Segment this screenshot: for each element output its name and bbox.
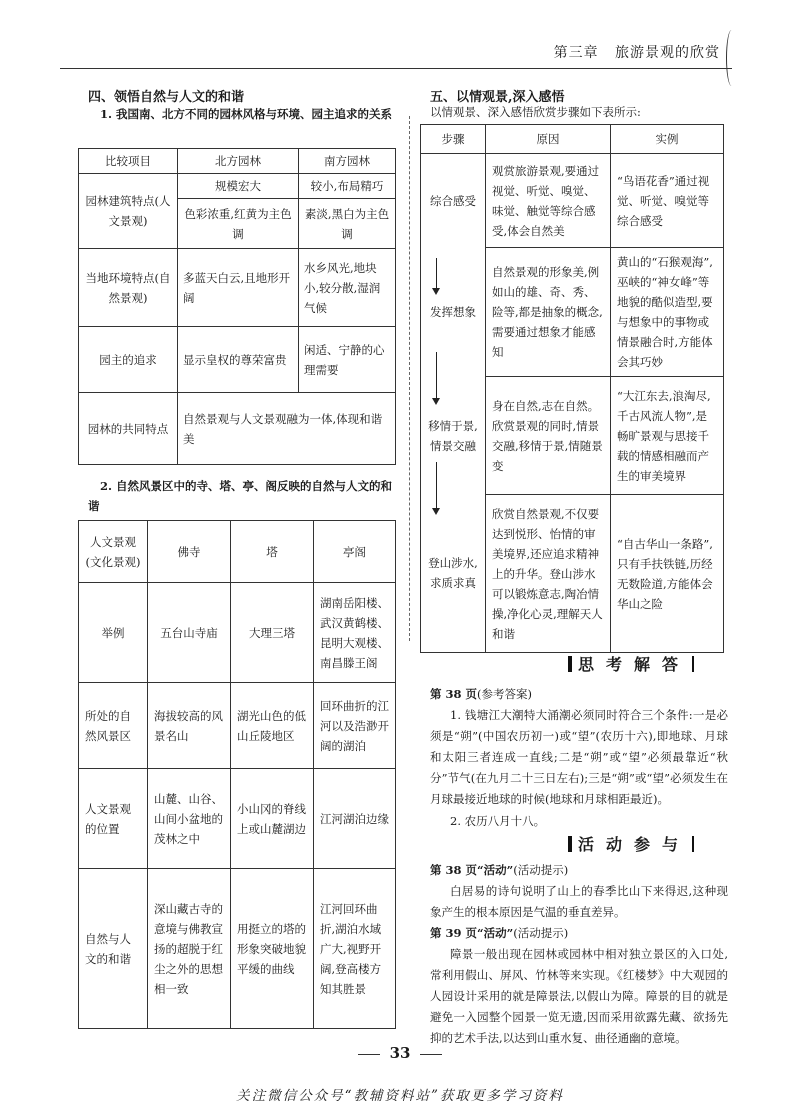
activity-1: 白居易的诗句说明了山上的春季比山下来得迟,这种现象产生的根本原因是气温的垂直差异。 (430, 884, 728, 919)
table-header: 人文景观(文化景观) (79, 521, 148, 583)
think-answer-banner (568, 652, 694, 675)
column-divider (409, 116, 410, 641)
table-cell: 用挺立的塔的形象突破地貌平缓的曲线 (231, 869, 314, 1029)
banner-label: 活动参与 (578, 835, 691, 854)
table-header: 步骤 (421, 125, 486, 154)
table-cell: 色彩浓重,红黄为主色调 (178, 199, 299, 249)
table-cell: 人文景观的位置 (79, 769, 148, 869)
footer-note: 关注微信公众号“教辅资料站”获取更多学习资料 (236, 1088, 564, 1104)
table-cell: 小山冈的脊线上或山麓湖边 (231, 769, 314, 869)
step-label: 发挥想象 (421, 248, 486, 377)
section-title-4: 四、领悟自然与人文的和谐 (88, 90, 245, 105)
table-header: 原因 (486, 125, 611, 154)
activity-note: (活动提示) (513, 926, 569, 940)
banner-bar-icon (568, 836, 572, 852)
activity-2: 障景一般出现在园林或园林中相对独立景区的入口处,常利用假山、屏风、竹林等来实现。《红楼梦》中大观园的人园设计采用的就是障景法,以假山为障。障景的目的就是避免一入园整个园景一览无遗,因而采用欲露先藏、欲扬先抑的艺术手法,以达到山重水复、曲径通幽的意境。 (430, 947, 728, 1045)
question-1-title: 1. 我国南、北方不同的园林风格与环境、园主追求的关系 (100, 107, 393, 121)
garden-comparison-table (78, 148, 396, 465)
table-cell: 素淡,黑白为主色调 (299, 199, 396, 249)
table-cell: 黄山的“石猴观海”,巫峡的“神女峰”等地貌的酷似造型,要与想象中的事物或情景融合时,方能体会其巧妙 (611, 248, 724, 377)
answer-2: 2. 农历八月十八。 (450, 814, 546, 828)
table-cell: “鸟语花香”通过视觉、听觉、嗅觉等综合感受 (611, 154, 724, 248)
table-cell: 园主的追求 (79, 327, 178, 393)
table-header: 北方园林 (178, 149, 299, 174)
banner-bar-icon (692, 836, 694, 852)
question-2-title: 2. 自然风景区中的寺、塔、亭、阁反映的自然与人文的和谐 (88, 479, 393, 513)
table-header: 南方园林 (299, 149, 396, 174)
table-cell: 自然与人文的和谐 (79, 869, 148, 1029)
table-cell: 所处的自然风景区 (79, 683, 148, 769)
table-header: 亭阁 (314, 521, 396, 583)
table-cell: “自古华山一条路”,只有手扶铁链,历经无数险道,方能体会华山之险 (611, 495, 724, 653)
activity-banner (568, 832, 694, 855)
table-cell: 海拔较高的风景名山 (148, 683, 231, 769)
banner-bar-icon (692, 656, 694, 672)
activity-page-ref: 第 39 页“活动” (430, 926, 514, 940)
activity-heading-2 (430, 923, 728, 944)
activity-heading-1 (430, 860, 728, 881)
table-cell: 江河湖泊边缘 (314, 769, 396, 869)
table-cell: 回环曲折的江河以及浩渺开阔的湖泊 (314, 683, 396, 769)
table-cell: 湖南岳阳楼、武汉黄鹤楼、昆明大观楼、南昌滕王阁 (314, 583, 396, 683)
flow-arrow-line (436, 258, 437, 288)
table-cell: 身在自然,志在自然。欣赏景观的同时,情景交融,移情于景,情随景变 (486, 377, 611, 495)
banner-label: 思考解答 (578, 655, 691, 674)
table-cell: “大江东去,浪淘尽,千古风流人物”,是畅旷景观与思接千载的情感相融而产生的审美境界 (611, 377, 724, 495)
table-cell: 观赏旅游景观,要通过视觉、听觉、嗅觉、味觉、触觉等综合感受,体会自然美 (486, 154, 611, 248)
answer-note: (参考答案) (477, 687, 532, 701)
appreciation-steps-table (420, 124, 724, 653)
table-header: 实例 (611, 125, 724, 154)
chapter-title: 旅游景观的欣赏 (615, 45, 720, 61)
table-cell: 园林的共同特点 (79, 393, 178, 465)
table-cell: 闲适、宁静的心理需要 (299, 327, 396, 393)
table-cell: 举例 (79, 583, 148, 683)
table-cell: 深山藏古寺的意境与佛教宣扬的超脱于红尘之外的思想相一致 (148, 869, 231, 1029)
page-number-value: 33 (389, 1044, 411, 1062)
table-cell: 江河回环曲折,湖泊水域广大,视野开阔,登高楼方知其胜景 (314, 869, 396, 1029)
arrow-down-icon (432, 288, 440, 295)
arrow-down-icon (432, 508, 440, 515)
table-cell: 多蓝天白云,且地形开阔 (178, 249, 299, 327)
table-cell: 显示皇权的尊荣富贵 (178, 327, 299, 393)
table-header: 塔 (231, 521, 314, 583)
table-cell: 山麓、山谷、山间小盆地的茂林之中 (148, 769, 231, 869)
table-cell: 较小,布局精巧 (299, 174, 396, 199)
table-header: 比较项目 (79, 149, 178, 174)
answer-1: 1. 钱塘江大潮特大涌潮必须同时符合三个条件:一是必须是“朔”(中国农历初一)或“望”(农历十六),即地球、月球和太阳三者连成一直线;二是“朔”或“望”必须最靠近“秋分”节气(在九月二十三日左右);三是“朔”或“望”必须发生在月球最接近地球的时候(地球和月球相距最近)。 (430, 708, 728, 806)
table-cell: 湖光山色的低山丘陵地区 (231, 683, 314, 769)
step-label: 移情于景,情景交融 (421, 377, 486, 495)
header-rule (60, 68, 732, 69)
table-cell: 五台山寺庙 (148, 583, 231, 683)
flow-arrow-line (436, 352, 437, 398)
table-cell: 规模宏大 (178, 174, 299, 199)
table-cell: 水乡风光,地块小,较分散,湿润气候 (299, 249, 396, 327)
section-title-5: 五、以情观景,深入感悟 (430, 90, 565, 105)
arrow-down-icon (432, 398, 440, 405)
answer-heading (430, 684, 728, 705)
scenic-harmony-table (78, 520, 396, 1029)
activity-note: (活动提示) (513, 863, 569, 877)
page-header (554, 42, 720, 62)
section-5-intro: 以情观景、深入感悟欣赏步骤如下表所示: (430, 105, 641, 119)
step-label: 综合感受 (421, 154, 486, 248)
table-cell: 自然景观的形象美,例如山的雄、奇、秀、险等,都是抽象的概念,需要通过想象才能感知 (486, 248, 611, 377)
answer-page-ref: 第 38 页 (430, 687, 478, 701)
activity-page-ref: 第 38 页“活动” (430, 863, 514, 877)
page-number-dash (420, 1054, 442, 1055)
table-cell: 自然景观与人文景观融为一体,体现和谐美 (178, 393, 396, 465)
table-cell: 当地环境特点(自然景观) (79, 249, 178, 327)
table-header: 佛寺 (148, 521, 231, 583)
table-cell: 园林建筑特点(人文景观) (79, 174, 178, 249)
banner-bar-icon (568, 656, 572, 672)
header-ornament (726, 30, 737, 86)
flow-arrow-line (436, 462, 437, 508)
table-cell: 欣赏自然景观,不仅要达到悦形、怡情的审美境界,还应追求精神上的升华。登山涉水可以锻炼意志,陶冶情操,净化心灵,理解天人和谐 (486, 495, 611, 653)
table-cell: 大理三塔 (231, 583, 314, 683)
page-number (0, 1044, 800, 1062)
page-number-dash (358, 1054, 380, 1055)
chapter-number: 第三章 (553, 45, 599, 61)
step-label: 登山涉水,求质求真 (421, 495, 486, 653)
